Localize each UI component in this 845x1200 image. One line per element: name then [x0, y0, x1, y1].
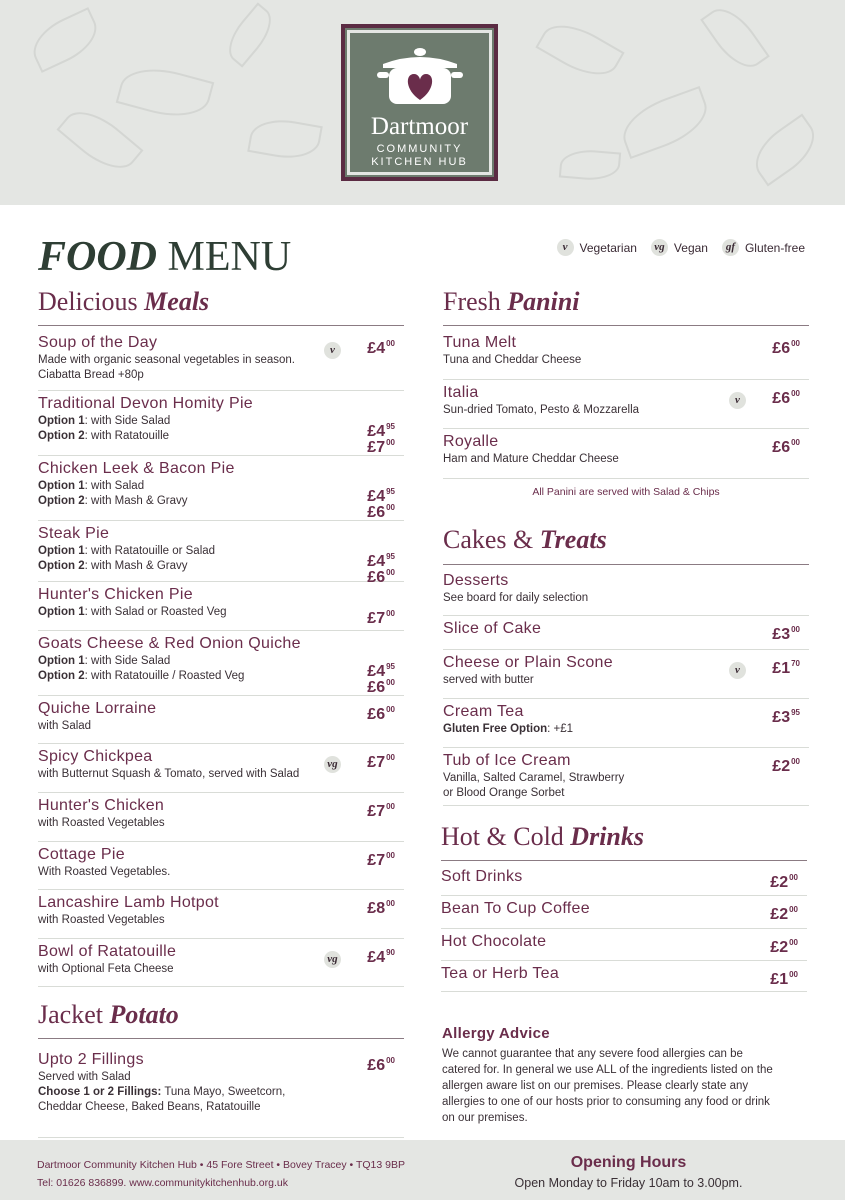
item-description: Sun-dried Tomato, Pesto & Mozzarella [443, 404, 640, 416]
allergy-advice [442, 1025, 782, 1126]
section-heading-drinks: Hot & Cold Drinks [441, 822, 644, 851]
item-name: Chicken Leek & Bacon Pie [38, 460, 235, 477]
item-price: $£1^{00}$ [770, 970, 798, 988]
item-name: Italia [443, 384, 479, 401]
vegan-icon: vg [324, 756, 341, 773]
item-description: Cheddar Cheese, Baked Beans, Ratatouille [38, 1101, 261, 1113]
diet-legend [557, 239, 805, 256]
item-description: with Optional Feta Cheese [38, 963, 174, 975]
item-description: or Blood Orange Sorbet [443, 787, 565, 799]
item-price: $£7^{00}$ [367, 802, 395, 820]
item-description: Ham and Mature Cheddar Cheese [443, 453, 619, 465]
item-price: $£2^{00}$ [770, 905, 798, 923]
item-description: with Salad [38, 720, 92, 732]
item-price: $£4^{95}$ [367, 552, 395, 570]
menu-item [38, 699, 404, 744]
menu-item [441, 899, 807, 929]
vegetarian-icon: v [729, 662, 746, 679]
item-description: Vanilla, Salted Caramel, Strawberry [443, 772, 625, 784]
item-description: served with butter [443, 674, 534, 686]
section-heading-panini: Fresh Panini [443, 287, 580, 316]
opening-hours-title: Opening Hours [570, 1154, 687, 1171]
item-price: $£6^{00}$ [772, 438, 800, 456]
item-description: Option 1: with Side Salad [38, 415, 171, 427]
menu-item [38, 796, 404, 842]
item-name: Slice of Cake [443, 620, 542, 637]
menu-item [443, 432, 809, 479]
item-price: $£6^{00}$ [367, 678, 395, 696]
item-name: Bowl of Ratatouille [38, 943, 177, 960]
menu-item [38, 845, 404, 890]
item-name: Goats Cheese & Red Onion Quiche [38, 635, 301, 652]
logo [341, 24, 498, 181]
logo-line2: KITCHEN HUB [371, 156, 468, 168]
item-price: $£6^{00}$ [772, 389, 800, 407]
item-description: with Butternut Squash & Tomato, served with Salad [38, 768, 300, 780]
item-price: $£6^{00}$ [367, 705, 395, 723]
logo-name: Dartmoor [370, 113, 469, 140]
item-price: $£3^{00}$ [772, 625, 800, 643]
vegan-icon: vg [324, 951, 341, 968]
vegan-icon: vg [651, 239, 668, 256]
menu-item [443, 619, 809, 650]
item-price: $£2^{00}$ [770, 938, 798, 956]
item-price: $£4^{90}$ [367, 948, 395, 966]
item-name: Hunter's Chicken Pie [38, 586, 193, 603]
legend-label: Vegan [673, 240, 708, 255]
allergy-text: We cannot guarantee that any severe food allergies can be catered for. In general we use ALL of the ingredients listed on the allergen aware list on our premises. Please clearly state any allergies to one of our hosts prior to consuming any food or drink on our premises. [442, 1048, 773, 1124]
item-description: Choose 1 or 2 Fillings: Tuna Mayo, Sweetcorn, [38, 1086, 286, 1098]
section-heading-cakes: Cakes & Treats [443, 525, 607, 554]
item-name: Tuna Melt [443, 334, 517, 351]
item-price: $£4^{95}$ [367, 487, 395, 505]
footer-contact[interactable]: Tel: 01626 836899. www.communitykitchenhub.org.uk [37, 1177, 288, 1189]
menu-item [38, 333, 404, 391]
menu-item [441, 932, 807, 961]
item-name: Soup of the Day [38, 334, 158, 351]
menu-item [38, 1050, 404, 1138]
item-description: See board for daily selection [443, 592, 589, 604]
menu-item [38, 524, 404, 586]
panini-note: All Panini are served with Salad & Chips [532, 486, 720, 498]
item-name: Steak Pie [38, 525, 110, 542]
item-price: $£3^{95}$ [772, 708, 800, 726]
item-description: Option 2: with Ratatouille / Roasted Veg [38, 670, 245, 682]
menu-item [443, 333, 809, 380]
item-name: Bean To Cup Coffee [441, 900, 590, 917]
menu-item [38, 459, 404, 521]
item-name: Upto 2 Fillings [38, 1051, 144, 1068]
item-description: Option 2: with Mash & Gravy [38, 495, 188, 507]
menu-item [441, 964, 807, 992]
cooking-pot-heart-icon [375, 42, 465, 110]
item-name: Desserts [443, 572, 509, 589]
section-heading-meals: Delicious Meals [38, 287, 210, 316]
gluten-free-icon: gf [722, 239, 739, 256]
menu-item [443, 751, 809, 806]
item-name: Hot Chocolate [441, 933, 547, 950]
item-price: $£7^{00}$ [367, 609, 395, 627]
item-price: $£4^{95}$ [367, 662, 395, 680]
item-price: $£4^{00}$ [367, 339, 395, 357]
menu-item [443, 702, 809, 748]
vegetarian-icon: v [729, 392, 746, 409]
item-name: Tea or Herb Tea [441, 965, 560, 982]
item-name: Traditional Devon Homity Pie [38, 395, 254, 412]
item-description: Option 1: with Salad [38, 480, 145, 492]
item-description: Gluten Free Option: +£1 [443, 723, 574, 735]
footer [0, 1140, 845, 1200]
item-description: Made with organic seasonal vegetables in season. [38, 354, 295, 366]
menu-item [443, 571, 809, 616]
item-price: $£7^{00}$ [367, 753, 395, 771]
item-name: Royalle [443, 433, 499, 450]
item-price: $£7^{00}$ [367, 438, 395, 456]
item-price: $£1^{70}$ [772, 659, 800, 677]
menu-item [443, 653, 809, 699]
item-description: Option 2: with Mash & Gravy [38, 560, 188, 572]
item-description: Option 1: with Side Salad [38, 655, 171, 667]
item-description: Option 2: with Ratatouille [38, 430, 170, 442]
allergy-title: Allergy Advice [442, 1025, 550, 1042]
item-price: $£7^{00}$ [367, 851, 395, 869]
menu-item [443, 383, 809, 429]
item-price: $£2^{00}$ [770, 873, 798, 891]
opening-hours-text: Open Monday to Friday 10am to 3.00pm. [514, 1176, 743, 1190]
menu-item [38, 394, 404, 456]
vegetarian-icon: v [557, 239, 574, 256]
menu-item [38, 585, 404, 631]
item-price: $£6^{00}$ [772, 339, 800, 357]
item-price: $£6^{00}$ [367, 503, 395, 521]
item-price: $£6^{00}$ [367, 1056, 395, 1074]
legend-label: Gluten-free [744, 240, 805, 255]
item-price: $£4^{95}$ [367, 422, 395, 440]
item-description: With Roasted Vegetables. [38, 866, 171, 878]
item-price: $£6^{00}$ [367, 568, 395, 586]
item-description: Tuna and Cheddar Cheese [443, 354, 582, 366]
item-name: Cream Tea [443, 703, 524, 720]
item-name: Soft Drinks [441, 868, 523, 885]
item-name: Quiche Lorraine [38, 700, 157, 717]
vegetarian-icon: v [324, 342, 341, 359]
menu-item [441, 867, 807, 896]
section-heading-jacket: Jacket Potato [38, 1000, 179, 1029]
item-name: Lancashire Lamb Hotpot [38, 894, 219, 911]
item-description: Ciabatta Bread +80p [38, 369, 144, 381]
menu-item [38, 747, 404, 793]
item-name: Spicy Chickpea [38, 748, 153, 765]
legend-label: Vegetarian [579, 240, 637, 255]
item-description: Option 1: with Salad or Roasted Veg [38, 606, 227, 618]
menu-item [38, 942, 404, 987]
item-description: with Roasted Vegetables [38, 914, 165, 926]
item-description: Option 1: with Ratatouille or Salad [38, 545, 216, 557]
item-name: Tub of Ice Cream [443, 752, 571, 769]
logo-line1: COMMUNITY [376, 143, 463, 155]
footer-address: Dartmoor Community Kitchen Hub • 45 Fore Street • Bovey Tracey • TQ13 9BP [37, 1159, 405, 1171]
header-banner [0, 0, 845, 205]
item-price: $£2^{00}$ [772, 757, 800, 775]
item-name: Cheese or Plain Scone [443, 654, 613, 671]
page-title: FOOD MENU [38, 234, 292, 280]
item-price: $£8^{00}$ [367, 899, 395, 917]
menu-item [38, 893, 404, 939]
item-name: Hunter's Chicken [38, 797, 165, 814]
item-description: Served with Salad [38, 1071, 131, 1083]
item-description: with Roasted Vegetables [38, 817, 165, 829]
item-name: Cottage Pie [38, 846, 125, 863]
menu-item [38, 634, 404, 696]
